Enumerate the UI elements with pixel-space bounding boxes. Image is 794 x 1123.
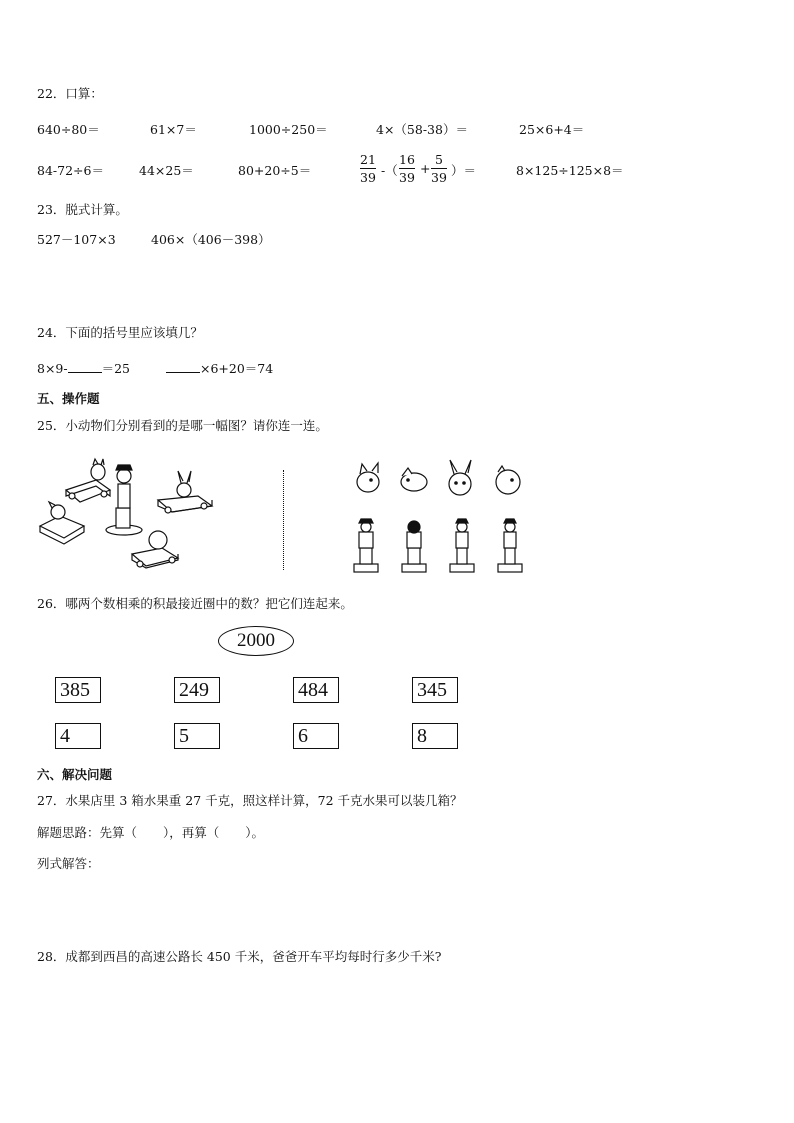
fraction-numerator: 16	[399, 152, 415, 167]
fraction-16-39	[399, 152, 415, 185]
dog-head-icon	[401, 468, 427, 491]
number-box-bottom[interactable]: 5	[174, 723, 220, 749]
number-box-top[interactable]: 249	[174, 677, 220, 703]
fraction-5-39	[431, 152, 447, 185]
police-side-view-icon	[450, 519, 474, 572]
q22-r1-expr2: 61×7＝	[150, 122, 197, 137]
dotted-divider	[283, 470, 284, 570]
q22-title: 22．口算：	[37, 86, 103, 101]
frac-plus: +	[420, 161, 431, 176]
fraction-denominator: 39	[399, 170, 415, 185]
q24-expr2	[166, 359, 273, 377]
dog-in-car-image	[40, 502, 84, 544]
fox-head-icon	[357, 463, 379, 492]
q23-expr1: 527－107×3	[37, 232, 116, 247]
q24-expr1	[37, 359, 130, 377]
q24-expr1-right: ＝25	[101, 361, 131, 376]
chick-in-car-image	[132, 531, 178, 568]
chick-head-icon	[496, 466, 520, 494]
number-box-bottom[interactable]: 6	[293, 723, 339, 749]
answer-blank[interactable]	[166, 360, 200, 373]
section-6-heading: 六、解决问题	[37, 767, 113, 782]
fox-in-car-image	[66, 459, 110, 502]
q25-title: 25．小动物们分别看到的是哪一幅图？请你连一连。	[37, 418, 328, 433]
animal-heads-row	[350, 458, 530, 498]
fraction-denominator: 39	[360, 170, 376, 185]
fraction-21-39	[360, 152, 376, 185]
q24-expr1-left: 8×9-	[37, 361, 68, 376]
police-officer-image	[106, 465, 142, 535]
q23-expr2: 406×（406－398）	[151, 232, 271, 247]
q22-r2-expr3: 80+20÷5＝	[238, 163, 312, 178]
q27-hint-c: ）。	[245, 825, 265, 840]
fraction-denominator: 39	[431, 170, 447, 185]
q27-answer-label: 列式解答：	[37, 856, 100, 871]
q27-hint-b: ），再算（	[163, 825, 220, 840]
police-front-view-icon	[354, 519, 378, 572]
frac-close-equals: ）＝	[451, 163, 477, 178]
number-box-top[interactable]: 345	[412, 677, 458, 703]
q22-r1-expr5: 25×6+4＝	[519, 122, 585, 137]
q24-title: 24．下面的括号里应该填几？	[37, 325, 203, 340]
q22-r1-expr1: 640÷80＝	[37, 122, 100, 137]
q26-title: 26．哪两个数相乘的积最接近圈中的数？把它们连起来。	[37, 596, 353, 611]
q27-hint-a: 解题思路：先算（	[37, 825, 138, 840]
frac-minus-open: -（	[381, 163, 398, 178]
q22-r2-expr2: 44×25＝	[139, 163, 194, 178]
q22-r2-expr4: 8×125÷125×8＝	[516, 163, 624, 178]
number-box-bottom[interactable]: 8	[412, 723, 458, 749]
rabbit-head-icon	[449, 460, 471, 495]
section-5-heading: 五、操作题	[37, 391, 100, 406]
q22-r1-expr3: 1000÷250＝	[249, 122, 328, 137]
fraction-numerator: 5	[434, 152, 443, 167]
number-box-bottom[interactable]: 4	[55, 723, 101, 749]
police-back-view-icon	[402, 521, 426, 572]
animals-around-police-illustration	[36, 456, 216, 576]
q27-hint	[37, 823, 264, 841]
police-other-side-view-icon	[498, 519, 522, 572]
police-views-row	[350, 518, 530, 574]
q22-r1-expr4: 4×（58-38）＝	[376, 122, 468, 137]
q23-title: 23．脱式计算。	[37, 202, 128, 217]
target-number-oval: 2000	[218, 626, 294, 656]
rabbit-in-car-image	[158, 471, 212, 513]
q27-title: 27．水果店里 3 箱水果重 27 千克，照这样计算，72 千克水果可以装几箱？	[37, 793, 463, 808]
number-box-top[interactable]: 484	[293, 677, 339, 703]
q24-expr2-right: ×6+20＝74	[200, 361, 274, 376]
fraction-numerator: 21	[360, 152, 376, 167]
q22-r2-expr1: 84-72÷6＝	[37, 163, 104, 178]
answer-blank[interactable]	[68, 360, 102, 373]
q28-title: 28．成都到西昌的高速公路长 450 千米，爸爸开车平均每时行多少千米?	[37, 949, 442, 964]
number-box-top[interactable]: 385	[55, 677, 101, 703]
